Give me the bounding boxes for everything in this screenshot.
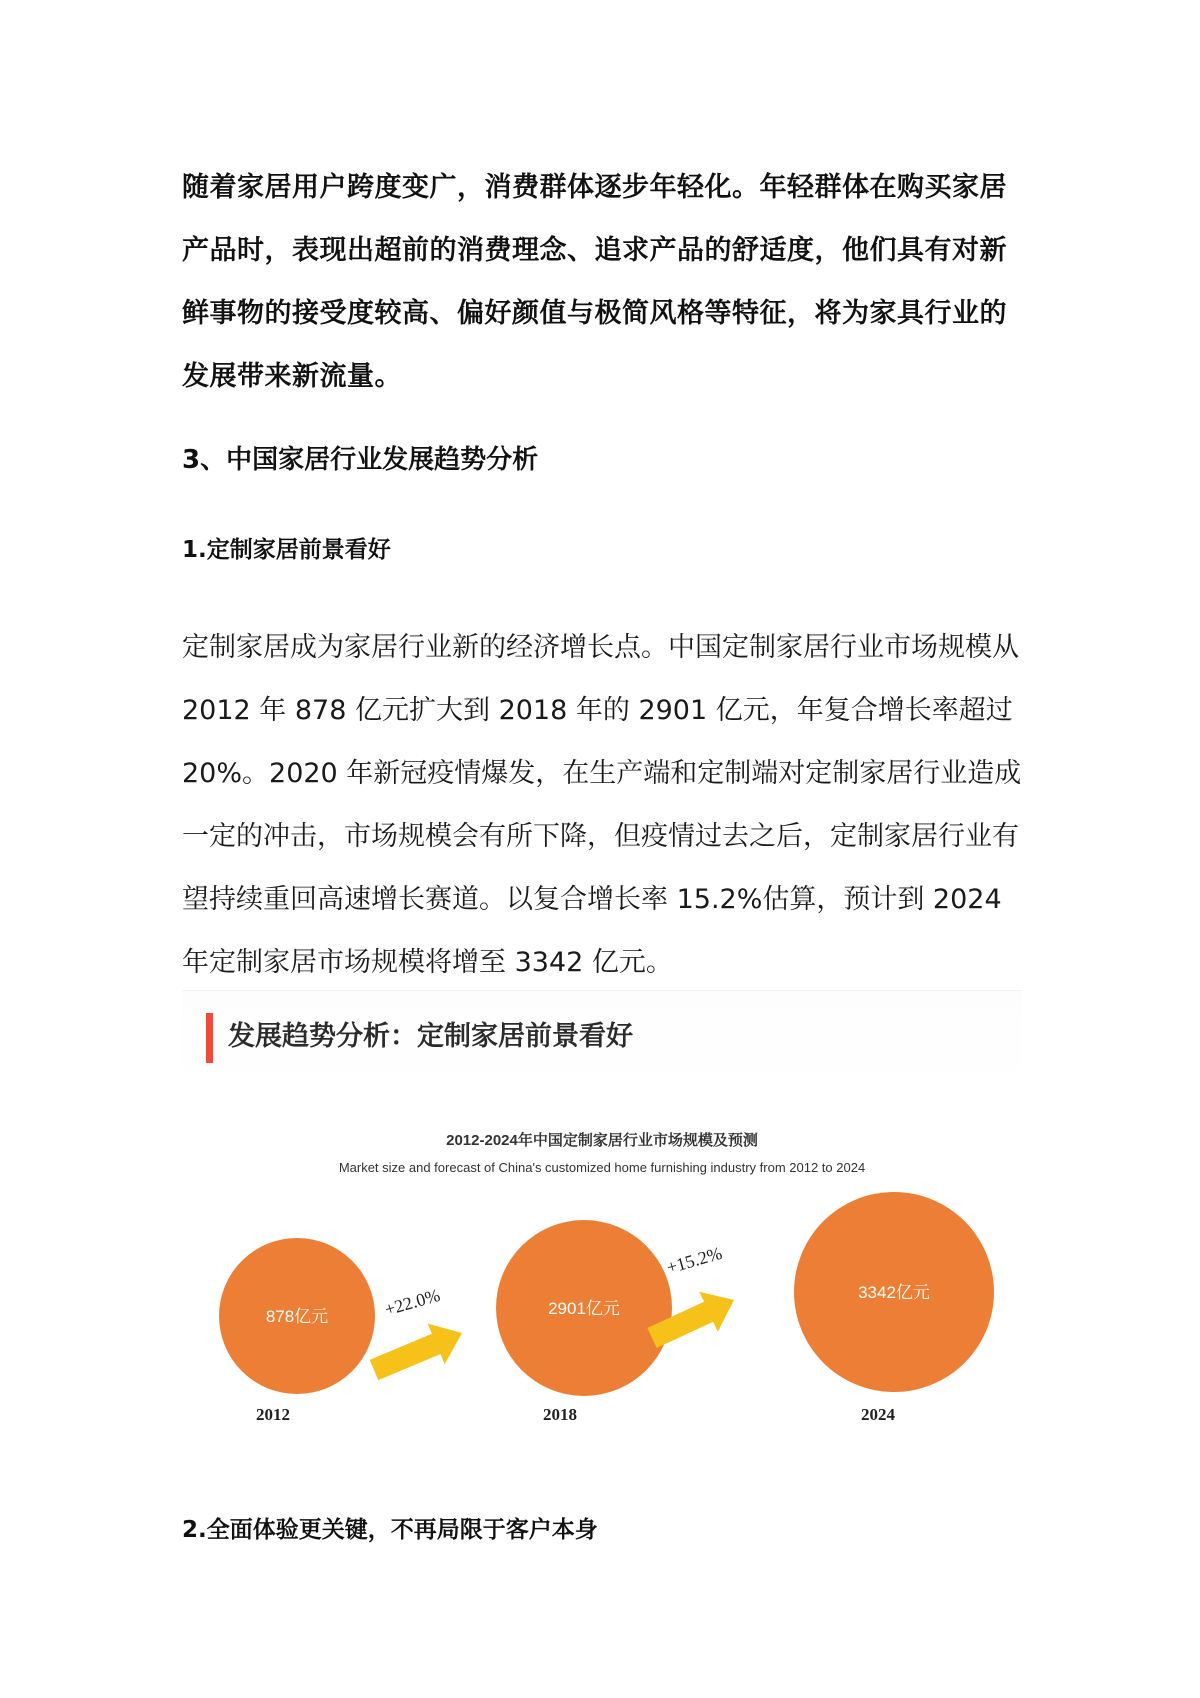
chart-subtitle: Market size and forecast of China's customized home furnishing industry from 2012 to 2024 [338, 1160, 866, 1175]
subsection-paragraph-1: 定制家居成为家居行业新的经济增长点。中国定制家居行业市场规模从 2012 年 878 亿元扩大到 2018 年的 2901 亿元，年复合增长率超过 20%。2020 年新冠疫情爆发，在生产端和定制端对定制家居行业造成一定的冲击，市场规模会有所下降，但疫情过去之后，定制家居行业有望持续重回高速增长赛道。以复合增长率 15.2%估算，预计到 2024 年定制家居市场规模将增至 3342 亿元。 [182, 632, 1022, 978]
bubble-chart [182, 990, 1022, 1460]
growth-arrow-1 [370, 1324, 462, 1381]
growth-label-2: +15.2% [664, 1242, 725, 1278]
bubble-label-2012: 878亿元 [265, 1307, 329, 1326]
figure-banner-title: 发展趋势分析：定制家居前景看好 [228, 1021, 633, 1052]
market-size-figure [182, 990, 1022, 1460]
year-label-2018: 2018 [543, 1405, 577, 1424]
year-label-2012: 2012 [256, 1405, 290, 1424]
year-label-2024: 2024 [861, 1405, 895, 1424]
bubble-label-2018: 2901亿元 [548, 1299, 620, 1318]
chart-title: 2012-2024年中国定制家居行业市场规模及预测 [446, 1132, 758, 1149]
bubble-label-2024: 3342亿元 [858, 1283, 930, 1302]
growth-label-1: +22.0% [382, 1284, 443, 1320]
subsection-heading-1: 1.定制家居前景看好 [182, 537, 391, 563]
section-heading: 3、中国家居行业发展趋势分析 [182, 445, 539, 475]
intro-paragraph: 随着家居用户跨度变广，消费群体逐步年轻化。年轻群体在购买家居产品时，表现出超前的消费理念、追求产品的舒适度，他们具有对新鲜事物的接受度较高、偏好颜值与极简风格等特征，将为家具行业的发展带来新流量。 [182, 172, 1007, 392]
subsection-heading-2: 2.全面体验更关键，不再局限于客户本身 [182, 1517, 598, 1543]
